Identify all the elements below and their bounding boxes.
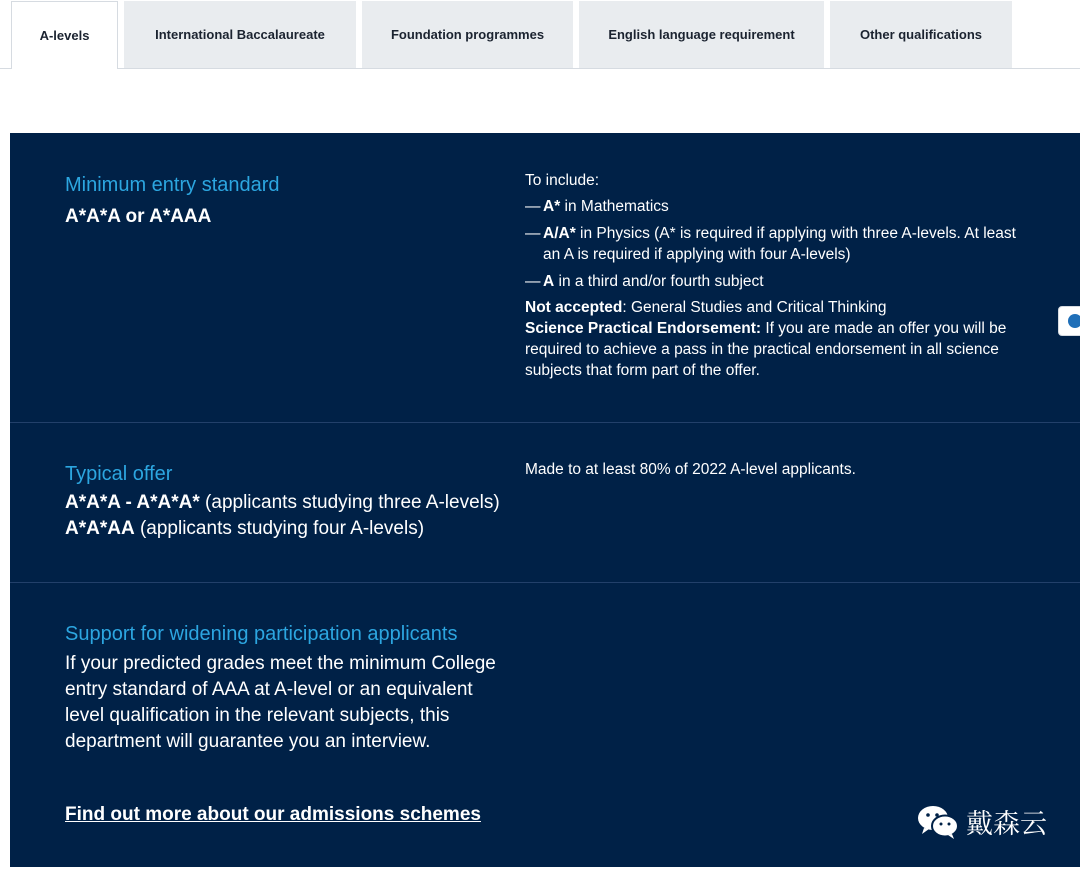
typical-offer-line-three xyxy=(65,490,525,516)
science-endorsement xyxy=(525,318,1030,381)
item-bold: A* xyxy=(543,198,561,215)
tab-other-qualifications[interactable]: Other qualifications xyxy=(830,1,1012,68)
typical-offer-line-four xyxy=(65,516,525,542)
endorsement-label: Science Practical Endorsement: xyxy=(525,320,762,337)
min-entry-grades: A*A*A or A*AAA xyxy=(65,206,212,227)
feedback-widget[interactable] xyxy=(1058,306,1080,336)
typical-offer-grades xyxy=(65,490,525,542)
watermark-text: 戴森云 xyxy=(966,809,1047,839)
dash-bullet: — xyxy=(525,273,541,290)
dash-bullet: — xyxy=(525,225,541,242)
grade-bold: A*A*A - A*A*A* xyxy=(65,492,200,513)
item-bold: A xyxy=(543,273,555,290)
typical-offer-note: Made to at least 80% of 2022 A-level applicants. xyxy=(525,461,856,478)
item-bold: A/A* xyxy=(543,225,576,242)
item-text: in Physics (A* is required if applying with three A-levels. At least an A is required if applying with four A-levels) xyxy=(543,225,1016,263)
include-label: To include: xyxy=(525,172,600,189)
not-accepted-label: Not accepted xyxy=(525,299,623,316)
endorsement-text: If you are made an offer you will be required to achieve a pass in the practical endorsement in all science subjects that form part of the offer. xyxy=(525,320,1007,379)
not-accepted-text: : General Studies and Critical Thinking xyxy=(622,299,887,316)
grade-note: (applicants studying four A-levels) xyxy=(134,518,425,539)
widening-heading: Support for widening participation applicants xyxy=(65,623,458,645)
grade-bold: A*A*AA xyxy=(65,518,135,539)
not-accepted xyxy=(525,297,1030,318)
tab-foundation-programmes[interactable]: Foundation programmes xyxy=(362,1,573,68)
list-item xyxy=(525,223,1030,265)
info-icon xyxy=(1068,314,1080,328)
admissions-schemes-link[interactable]: Find out more about our admissions schemes xyxy=(65,804,481,825)
watermark xyxy=(916,802,1047,841)
row-divider xyxy=(10,582,1080,583)
tab-bar xyxy=(0,0,1080,69)
typical-offer-heading: Typical offer xyxy=(65,463,173,485)
grade-note: (applicants studying three A-levels) xyxy=(199,492,500,513)
row-divider xyxy=(10,422,1080,423)
dash-bullet: — xyxy=(525,198,541,215)
widening-body: If your predicted grades meet the minimum College entry standard of AAA at A-level or an equivalent level qualification in the relevant subjects, this department will guarantee you an interview. xyxy=(65,653,496,752)
tab-international-baccalaureate[interactable]: International Baccalaureate xyxy=(124,1,356,68)
tab-english-language-requirement[interactable]: English language requirement xyxy=(579,1,824,68)
tab-a-levels[interactable]: A-levels xyxy=(11,1,118,69)
min-entry-details xyxy=(525,170,1030,381)
item-text: in Mathematics xyxy=(560,198,669,215)
list-item xyxy=(525,196,1030,217)
entry-requirements-panel xyxy=(10,133,1080,867)
min-entry-heading: Minimum entry standard xyxy=(65,174,280,196)
item-text: in a third and/or fourth subject xyxy=(554,273,764,290)
list-item xyxy=(525,271,1030,292)
wechat-icon xyxy=(916,804,960,840)
